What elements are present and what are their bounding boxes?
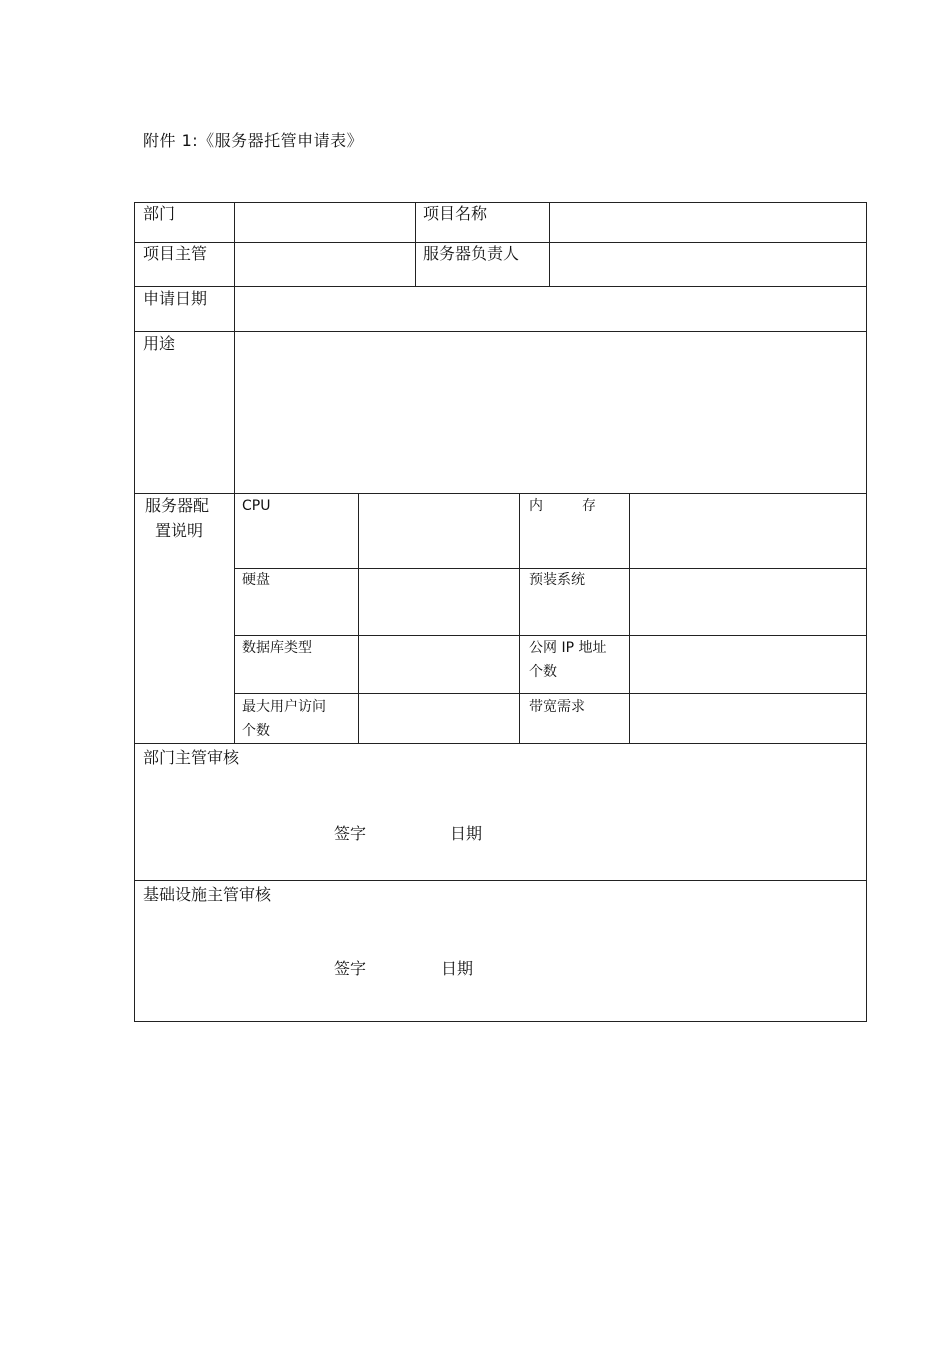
config-column-divider: [519, 493, 520, 744]
column-divider: [234, 202, 235, 744]
apply-date-field[interactable]: [236, 288, 865, 330]
document-title: 附件 1:《服务器托管申请表》: [143, 131, 364, 150]
column-divider: [549, 202, 550, 287]
bandwidth-label: 带宽需求: [529, 699, 585, 715]
dept-review-label: 部门主管审核: [143, 748, 240, 767]
disk-label: 硬盘: [242, 572, 270, 588]
row-divider: [134, 880, 867, 881]
server-config-label-line2: 置说明: [155, 521, 204, 540]
memory-label-part2: 存: [582, 498, 596, 514]
bandwidth-field[interactable]: [631, 695, 865, 742]
infra-signature-label: 签字: [334, 959, 367, 978]
server-config-label-line1: 服务器配: [145, 496, 210, 515]
row-divider: [134, 743, 867, 744]
table-border-top: [134, 202, 867, 203]
database-type-field[interactable]: [360, 637, 518, 692]
disk-field[interactable]: [360, 570, 518, 634]
config-column-divider: [358, 493, 359, 744]
table-border-right: [866, 202, 867, 1022]
cpu-field[interactable]: [360, 495, 518, 567]
department-label: 部门: [143, 204, 176, 223]
row-divider: [134, 286, 867, 287]
purpose-field[interactable]: [236, 333, 865, 492]
project-name-field[interactable]: [551, 204, 865, 241]
dept-review-area[interactable]: [136, 775, 865, 879]
preinstalled-os-label: 预装系统: [529, 572, 585, 588]
config-row-divider: [234, 693, 867, 694]
project-name-label: 项目名称: [423, 204, 488, 223]
purpose-label: 用途: [143, 334, 176, 353]
public-ip-count-label-line1: 公网 IP 地址: [529, 640, 607, 656]
config-column-divider: [629, 493, 630, 744]
public-ip-count-field[interactable]: [631, 637, 865, 692]
project-supervisor-label: 项目主管: [143, 244, 208, 263]
cpu-label: CPU: [242, 498, 271, 514]
server-owner-label: 服务器负责人: [423, 244, 520, 263]
column-divider: [415, 202, 416, 287]
table-border-left: [134, 202, 135, 1022]
database-type-label: 数据库类型: [242, 640, 312, 656]
dept-signature-label: 签字: [334, 824, 367, 843]
infra-review-area[interactable]: [136, 912, 865, 1020]
max-users-label-line2: 个数: [242, 723, 270, 739]
department-field[interactable]: [236, 204, 414, 241]
row-divider: [134, 242, 867, 243]
public-ip-count-label-line2: 个数: [529, 664, 557, 680]
row-divider: [134, 331, 867, 332]
apply-date-label: 申请日期: [143, 289, 208, 308]
dept-date-label: 日期: [450, 824, 483, 843]
infra-review-label: 基础设施主管审核: [143, 885, 272, 904]
server-owner-field[interactable]: [551, 244, 865, 285]
config-row-divider: [234, 568, 867, 569]
project-supervisor-field[interactable]: [236, 244, 414, 285]
max-users-label-line1: 最大用户访问: [242, 699, 326, 715]
row-divider: [134, 493, 867, 494]
memory-field[interactable]: [631, 495, 865, 567]
preinstalled-os-field[interactable]: [631, 570, 865, 634]
infra-date-label: 日期: [441, 959, 474, 978]
max-users-field[interactable]: [360, 695, 518, 742]
memory-label-part1: 内: [529, 498, 543, 514]
config-row-divider: [234, 635, 867, 636]
table-border-bottom: [134, 1021, 867, 1022]
